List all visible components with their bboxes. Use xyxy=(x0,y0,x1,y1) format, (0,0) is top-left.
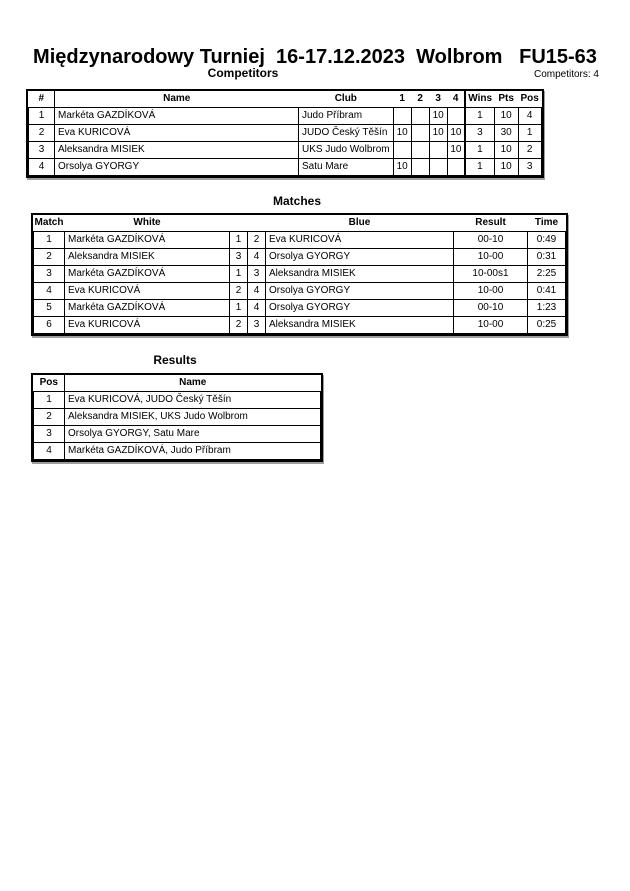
cell: 4 xyxy=(248,300,266,317)
cell: 1 xyxy=(34,232,65,249)
col-header-blue-number xyxy=(248,215,266,232)
cell: 1 xyxy=(230,232,248,249)
cell: 2 xyxy=(230,283,248,300)
cell: 10 xyxy=(494,159,518,176)
cell: 1 xyxy=(34,392,65,409)
col-header-wins: Wins xyxy=(465,91,494,108)
cell: 0:31 xyxy=(528,249,566,266)
col-header-club: Club xyxy=(334,93,357,104)
table-row xyxy=(34,426,321,443)
table-row xyxy=(34,249,566,266)
cell: Eva KURICOVÁ, JUDO Český Těšín xyxy=(65,392,321,409)
cell: 2 xyxy=(29,125,55,142)
cell: 4 xyxy=(248,249,266,266)
cell xyxy=(447,108,465,125)
cell: Markéta GAZDÍKOVÁ xyxy=(65,300,230,317)
cell: 10 xyxy=(393,159,411,176)
cell: 2 xyxy=(248,232,266,249)
table-row xyxy=(34,392,321,409)
col-header-number: # xyxy=(29,91,55,108)
cell xyxy=(411,125,429,142)
cell: Orsolya GYORGY, Satu Mare xyxy=(65,426,321,443)
competitors-header-row xyxy=(29,91,542,108)
cell: Markéta GAZDÍKOVÁ, Judo Příbram xyxy=(65,443,321,460)
cell: 1 xyxy=(465,142,494,159)
cell: Markéta GAZDÍKOVÁ xyxy=(65,232,230,249)
col-header-name: Name xyxy=(163,93,191,104)
cell: Orsolya GYORGY xyxy=(266,300,454,317)
cell: 3 xyxy=(248,266,266,283)
cell: Aleksandra MISIEK xyxy=(266,266,454,283)
cell xyxy=(411,159,429,176)
col-header-blue: Blue xyxy=(348,217,371,228)
cell: Eva KURICOVÁ xyxy=(65,317,230,334)
cell: 3 xyxy=(230,249,248,266)
cell: 4 xyxy=(34,283,65,300)
cell: 2 xyxy=(34,249,65,266)
cell: 1 xyxy=(465,159,494,176)
matches-section-title: Matches xyxy=(272,194,322,208)
cell: 2:25 xyxy=(528,266,566,283)
cell: 3 xyxy=(29,142,55,159)
cell: 10 xyxy=(447,142,465,159)
cell: 1 xyxy=(518,125,541,142)
cell: Eva KURICOVÁ xyxy=(65,283,230,300)
cell: 3 xyxy=(34,266,65,283)
col-header-pts: Pts xyxy=(498,93,514,104)
cell: Orsolya GYORGY xyxy=(266,249,454,266)
col-header-name: Name xyxy=(179,377,207,388)
cell: 4 xyxy=(29,159,55,176)
cell: Aleksandra MISIEK xyxy=(266,317,454,334)
cell xyxy=(429,159,447,176)
table-row xyxy=(34,409,321,426)
cell: 5 xyxy=(34,300,65,317)
results-grid xyxy=(33,375,321,460)
cell: 10-00 xyxy=(454,283,528,300)
table-row xyxy=(34,300,566,317)
cell: Orsolya GYORGY xyxy=(266,283,454,300)
table-row xyxy=(34,266,566,283)
col-header-opp3: 3 xyxy=(435,93,441,104)
cell: Aleksandra MISIEK xyxy=(65,249,230,266)
cell: Satu Mare xyxy=(299,159,394,176)
col-header-pos: Pos xyxy=(520,93,539,104)
table-row xyxy=(29,125,542,142)
results-table xyxy=(31,373,323,462)
cell: 1 xyxy=(29,108,55,125)
cell: UKS Judo Wolbrom xyxy=(299,142,394,159)
cell: 00-10 xyxy=(454,300,528,317)
page-title: Międzynarodowy Turniej 16-17.12.2023 Wolbrom FU15-63 xyxy=(33,46,597,68)
cell: Eva KURICOVÁ xyxy=(55,125,299,142)
col-header-time: Time xyxy=(534,217,559,228)
cell xyxy=(393,142,411,159)
cell: 10 xyxy=(494,142,518,159)
col-header-opp1: 1 xyxy=(399,93,405,104)
table-row xyxy=(34,317,566,334)
matches-table xyxy=(31,213,568,336)
cell: JUDO Český Těšín xyxy=(299,125,394,142)
competitors-grid xyxy=(28,91,542,176)
cell: 1 xyxy=(465,108,494,125)
cell: Judo Příbram xyxy=(299,108,394,125)
cell: 6 xyxy=(34,317,65,334)
table-row xyxy=(34,443,321,460)
cell: 10-00 xyxy=(454,249,528,266)
table-row xyxy=(29,159,542,176)
col-header-opp4: 4 xyxy=(452,93,459,104)
cell: 10 xyxy=(429,125,447,142)
matches-grid xyxy=(33,215,566,334)
cell: 10 xyxy=(494,108,518,125)
cell: 10-00s1 xyxy=(454,266,528,283)
competitors-table xyxy=(26,89,544,178)
cell: 1 xyxy=(230,300,248,317)
cell: 10 xyxy=(429,108,447,125)
cell: 4 xyxy=(248,283,266,300)
competitors-section-title: Competitors xyxy=(207,66,279,80)
cell: Markéta GAZDÍKOVÁ xyxy=(65,266,230,283)
cell: Aleksandra MISIEK, UKS Judo Wolbrom xyxy=(65,409,321,426)
table-row xyxy=(29,142,542,159)
col-header-opp2: 2 xyxy=(417,93,423,104)
col-header-result: Result xyxy=(475,217,506,228)
cell: 2 xyxy=(230,317,248,334)
cell: 3 xyxy=(34,426,65,443)
cell: 10-00 xyxy=(454,317,528,334)
cell xyxy=(411,108,429,125)
cell: 1 xyxy=(230,266,248,283)
cell: 2 xyxy=(518,142,541,159)
competitors-count: Competitors: 4 xyxy=(533,69,599,80)
col-header-match: Match xyxy=(34,217,64,228)
cell xyxy=(393,108,411,125)
cell: 4 xyxy=(34,443,65,460)
cell xyxy=(447,159,465,176)
cell: 00-10 xyxy=(454,232,528,249)
cell: 10 xyxy=(447,125,465,142)
cell: Aleksandra MISIEK xyxy=(55,142,299,159)
col-header-white-number xyxy=(230,215,248,232)
cell: 3 xyxy=(465,125,494,142)
cell: 0:41 xyxy=(528,283,566,300)
col-header-white: White xyxy=(133,217,161,228)
matches-header-row xyxy=(34,215,566,232)
table-row xyxy=(34,283,566,300)
cell: 3 xyxy=(518,159,541,176)
cell: Markéta GAZDÍKOVÁ xyxy=(55,108,299,125)
results-section-title: Results xyxy=(153,353,197,367)
col-header-pos: Pos xyxy=(34,375,65,392)
cell: 30 xyxy=(494,125,518,142)
cell: 3 xyxy=(248,317,266,334)
cell xyxy=(429,142,447,159)
cell: Orsolya GYORGY xyxy=(55,159,299,176)
cell: 2 xyxy=(34,409,65,426)
table-row xyxy=(34,232,566,249)
cell: 10 xyxy=(393,125,411,142)
cell: 0:49 xyxy=(528,232,566,249)
cell: Eva KURICOVÁ xyxy=(266,232,454,249)
cell xyxy=(411,142,429,159)
table-row xyxy=(29,108,542,125)
cell: 0:25 xyxy=(528,317,566,334)
cell: 1:23 xyxy=(528,300,566,317)
cell: 4 xyxy=(518,108,541,125)
results-header-row xyxy=(34,375,321,392)
